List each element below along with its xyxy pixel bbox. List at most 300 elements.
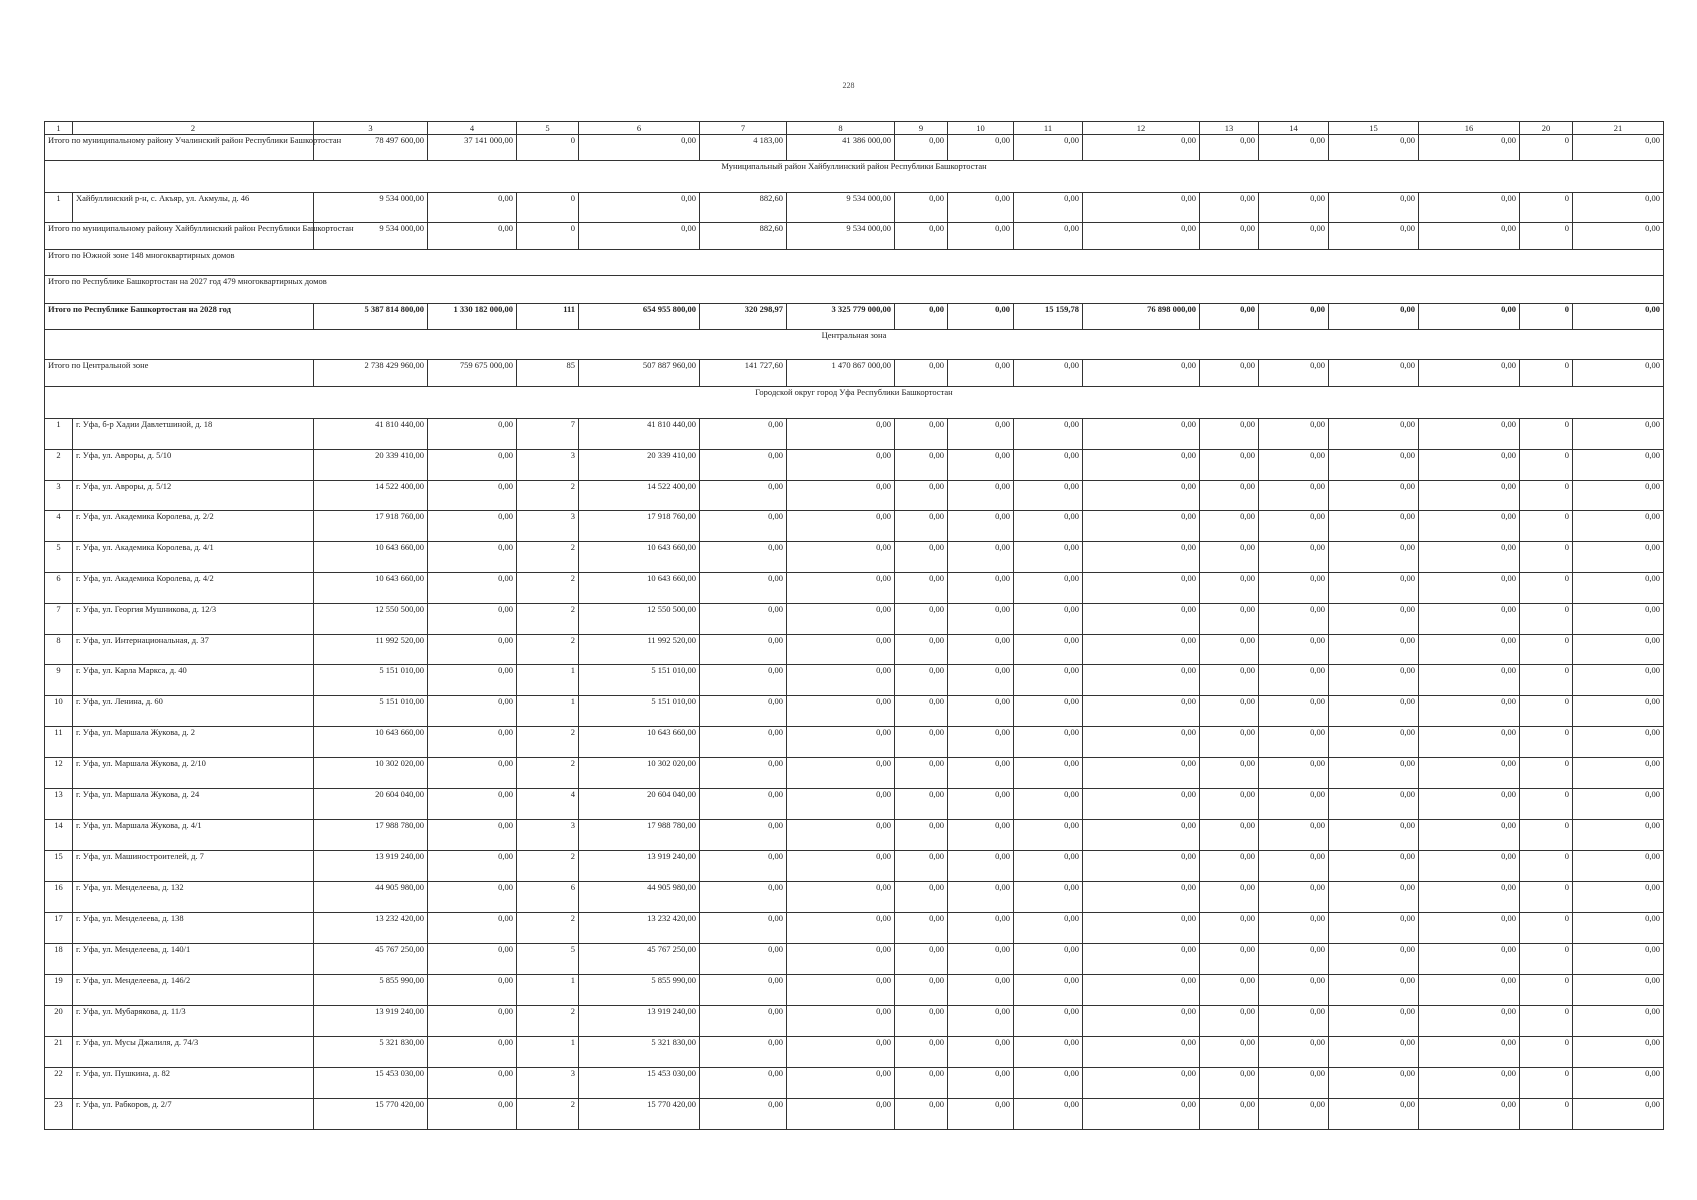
value-cell-c14: 0,00 [1259,635,1329,665]
value-cell-c15: 0,00 [1329,304,1419,330]
value-cell-c4: 0,00 [428,1099,517,1130]
header-cell: 3 [314,122,428,135]
value-cell-c12: 0,00 [1083,913,1200,944]
value-cell-c9: 0,00 [895,1099,948,1130]
value-cell-c10: 0,00 [948,727,1014,758]
value-cell-c16: 0,00 [1419,913,1520,944]
value-cell-c20: 0 [1520,944,1573,975]
value-cell-c9: 0,00 [895,360,948,387]
value-cell-c3: 5 855 990,00 [314,975,428,1006]
value-cell-c6: 654 955 800,00 [579,304,700,330]
address-cell: г. Уфа, ул. Менделеева, д. 132 [73,882,314,913]
value-cell-c13: 0,00 [1200,360,1259,387]
value-cell-c3: 78 497 600,00 [314,135,428,161]
value-cell-c16: 0,00 [1419,1037,1520,1068]
grand-total-row [45,304,1664,330]
value-cell-c21: 0,00 [1573,975,1664,1006]
value-cell-c4: 0,00 [428,820,517,851]
header-cell: 10 [948,122,1014,135]
section-title: Муниципальный район Хайбуллинский район Республики Башкортостан [45,161,1664,193]
note-label: Итого по Республике Башкортостан на 2027 год 479 многоквартирных домов [45,276,1664,304]
value-cell-c15: 0,00 [1329,135,1419,161]
value-cell-c11: 0,00 [1014,573,1083,604]
value-cell-c5: 2 [517,604,579,635]
value-cell-c16: 0,00 [1419,758,1520,789]
value-cell-c7: 0,00 [700,851,787,882]
value-cell-c5: 2 [517,913,579,944]
value-cell-c21: 0,00 [1573,135,1664,161]
value-cell-c10: 0,00 [948,419,1014,450]
total-label: Итого по муниципальному району Хайбуллинский район Республики Башкортостан [45,223,314,250]
value-cell-c12: 0,00 [1083,511,1200,542]
header-cell: 13 [1200,122,1259,135]
value-cell-c3: 12 550 500,00 [314,604,428,635]
value-cell-c14: 0,00 [1259,511,1329,542]
value-cell-c12: 0,00 [1083,635,1200,665]
value-cell-c21: 0,00 [1573,193,1664,223]
table-row [45,193,1664,223]
value-cell-c20: 0 [1520,1099,1573,1130]
value-cell-c12: 0,00 [1083,882,1200,913]
value-cell-c3: 13 232 420,00 [314,913,428,944]
table-row [45,511,1664,542]
value-cell-c15: 0,00 [1329,913,1419,944]
value-cell-c20: 0 [1520,360,1573,387]
value-cell-c5: 0 [517,193,579,223]
value-cell-c15: 0,00 [1329,789,1419,820]
value-cell-c12: 0,00 [1083,450,1200,481]
address-cell: г. Уфа, ул. Мубарякова, д. 11/3 [73,1006,314,1037]
value-cell-c4: 0,00 [428,944,517,975]
value-cell-c16: 0,00 [1419,789,1520,820]
address-cell: г. Уфа, ул. Ленина, д. 60 [73,696,314,727]
value-cell-c21: 0,00 [1573,789,1664,820]
value-cell-c6: 12 550 500,00 [579,604,700,635]
value-cell-c13: 0,00 [1200,511,1259,542]
value-cell-c20: 0 [1520,193,1573,223]
value-cell-c15: 0,00 [1329,223,1419,250]
value-cell-c15: 0,00 [1329,820,1419,851]
value-cell-c11: 0,00 [1014,419,1083,450]
value-cell-c13: 0,00 [1200,913,1259,944]
value-cell-c8: 0,00 [787,481,895,511]
header-cell: 6 [579,122,700,135]
value-cell-c8: 0,00 [787,419,895,450]
table-row [45,913,1664,944]
value-cell-c16: 0,00 [1419,360,1520,387]
value-cell-c14: 0,00 [1259,820,1329,851]
total-label: Итого по муниципальному району Учалинский район Республики Башкортостан [45,135,314,161]
header-cell: 9 [895,122,948,135]
value-cell-c21: 0,00 [1573,635,1664,665]
value-cell-c15: 0,00 [1329,1068,1419,1099]
subtotal-row [45,360,1664,387]
value-cell-c12: 0,00 [1083,481,1200,511]
value-cell-c14: 0,00 [1259,1068,1329,1099]
value-cell-c21: 0,00 [1573,820,1664,851]
value-cell-c9: 0,00 [895,481,948,511]
value-cell-c7: 0,00 [700,696,787,727]
total-label: Итого по Центральной зоне [45,360,314,387]
address-cell: г. Уфа, ул. Менделеева, д. 140/1 [73,944,314,975]
value-cell-c10: 0,00 [948,975,1014,1006]
value-cell-c20: 0 [1520,696,1573,727]
value-cell-c8: 0,00 [787,851,895,882]
row-number: 6 [45,573,73,604]
value-cell-c16: 0,00 [1419,419,1520,450]
value-cell-c14: 0,00 [1259,944,1329,975]
value-cell-c11: 0,00 [1014,360,1083,387]
value-cell-c5: 2 [517,851,579,882]
address-cell: г. Уфа, б-р Хадии Давлетшиной, д. 18 [73,419,314,450]
value-cell-c9: 0,00 [895,419,948,450]
value-cell-c14: 0,00 [1259,913,1329,944]
value-cell-c21: 0,00 [1573,419,1664,450]
value-cell-c3: 15 453 030,00 [314,1068,428,1099]
value-cell-c14: 0,00 [1259,696,1329,727]
value-cell-c10: 0,00 [948,758,1014,789]
value-cell-c9: 0,00 [895,135,948,161]
section-row [45,330,1664,360]
value-cell-c5: 3 [517,450,579,481]
value-cell-c8: 3 325 779 000,00 [787,304,895,330]
value-cell-c14: 0,00 [1259,758,1329,789]
value-cell-c5: 2 [517,573,579,604]
table-row [45,882,1664,913]
address-cell: г. Уфа, ул. Менделеева, д. 146/2 [73,975,314,1006]
value-cell-c12: 0,00 [1083,135,1200,161]
value-cell-c4: 0,00 [428,604,517,635]
value-cell-c15: 0,00 [1329,851,1419,882]
value-cell-c21: 0,00 [1573,758,1664,789]
value-cell-c16: 0,00 [1419,975,1520,1006]
address-cell: г. Уфа, ул. Маршала Жукова, д. 2 [73,727,314,758]
value-cell-c20: 0 [1520,975,1573,1006]
value-cell-c15: 0,00 [1329,573,1419,604]
address-cell: г. Уфа, ул. Интернациональная, д. 37 [73,635,314,665]
value-cell-c14: 0,00 [1259,789,1329,820]
value-cell-c16: 0,00 [1419,542,1520,573]
value-cell-c16: 0,00 [1419,573,1520,604]
value-cell-c15: 0,00 [1329,758,1419,789]
value-cell-c8: 0,00 [787,944,895,975]
value-cell-c11: 0,00 [1014,820,1083,851]
table-row [45,975,1664,1006]
value-cell-c4: 0,00 [428,481,517,511]
value-cell-c5: 2 [517,1006,579,1037]
value-cell-c5: 0 [517,135,579,161]
value-cell-c3: 9 534 000,00 [314,193,428,223]
value-cell-c6: 5 151 010,00 [579,665,700,696]
value-cell-c7: 0,00 [700,727,787,758]
value-cell-c15: 0,00 [1329,360,1419,387]
subtotal-row [45,135,1664,161]
value-cell-c12: 0,00 [1083,975,1200,1006]
value-cell-c5: 3 [517,511,579,542]
section-title: Городской округ город Уфа Республики Башкортостан [45,387,1664,419]
value-cell-c3: 45 767 250,00 [314,944,428,975]
value-cell-c4: 0,00 [428,696,517,727]
value-cell-c20: 0 [1520,789,1573,820]
header-cell: 1 [45,122,73,135]
value-cell-c13: 0,00 [1200,696,1259,727]
value-cell-c3: 5 151 010,00 [314,696,428,727]
value-cell-c21: 0,00 [1573,542,1664,573]
value-cell-c6: 5 151 010,00 [579,696,700,727]
value-cell-c12: 0,00 [1083,789,1200,820]
header-cell: 15 [1329,122,1419,135]
value-cell-c4: 0,00 [428,635,517,665]
value-cell-c9: 0,00 [895,1006,948,1037]
value-cell-c13: 0,00 [1200,758,1259,789]
value-cell-c13: 0,00 [1200,573,1259,604]
value-cell-c3: 14 522 400,00 [314,481,428,511]
row-number: 8 [45,635,73,665]
address-cell: г. Уфа, ул. Авроры, д. 5/12 [73,481,314,511]
value-cell-c6: 20 604 040,00 [579,789,700,820]
value-cell-c14: 0,00 [1259,135,1329,161]
value-cell-c13: 0,00 [1200,223,1259,250]
value-cell-c10: 0,00 [948,944,1014,975]
value-cell-c6: 45 767 250,00 [579,944,700,975]
address-cell: г. Уфа, ул. Машиностроителей, д. 7 [73,851,314,882]
table-row [45,789,1664,820]
value-cell-c10: 0,00 [948,304,1014,330]
value-cell-c5: 6 [517,882,579,913]
value-cell-c9: 0,00 [895,913,948,944]
value-cell-c21: 0,00 [1573,481,1664,511]
value-cell-c7: 141 727,60 [700,360,787,387]
address-cell: г. Уфа, ул. Академика Королева, д. 2/2 [73,511,314,542]
row-number: 5 [45,542,73,573]
value-cell-c9: 0,00 [895,1068,948,1099]
row-number: 11 [45,727,73,758]
value-cell-c7: 0,00 [700,1099,787,1130]
value-cell-c10: 0,00 [948,193,1014,223]
value-cell-c16: 0,00 [1419,851,1520,882]
value-cell-c10: 0,00 [948,450,1014,481]
value-cell-c8: 0,00 [787,1037,895,1068]
total-label: Итого по Республике Башкортостан на 2028 год [45,304,314,330]
value-cell-c5: 1 [517,1037,579,1068]
value-cell-c12: 0,00 [1083,727,1200,758]
value-cell-c5: 1 [517,696,579,727]
value-cell-c6: 41 810 440,00 [579,419,700,450]
value-cell-c21: 0,00 [1573,304,1664,330]
value-cell-c14: 0,00 [1259,727,1329,758]
value-cell-c14: 0,00 [1259,882,1329,913]
value-cell-c12: 0,00 [1083,1037,1200,1068]
table-row [45,851,1664,882]
value-cell-c8: 9 534 000,00 [787,223,895,250]
value-cell-c5: 0 [517,223,579,250]
value-cell-c5: 2 [517,635,579,665]
row-number: 23 [45,1099,73,1130]
value-cell-c7: 882,60 [700,223,787,250]
value-cell-c15: 0,00 [1329,419,1419,450]
value-cell-c7: 0,00 [700,944,787,975]
value-cell-c4: 37 141 000,00 [428,135,517,161]
row-number: 20 [45,1006,73,1037]
value-cell-c16: 0,00 [1419,820,1520,851]
value-cell-c4: 0,00 [428,665,517,696]
value-cell-c14: 0,00 [1259,1099,1329,1130]
value-cell-c10: 0,00 [948,135,1014,161]
value-cell-c16: 0,00 [1419,223,1520,250]
value-cell-c7: 0,00 [700,665,787,696]
row-number: 22 [45,1068,73,1099]
address-cell: г. Уфа, ул. Авроры, д. 5/10 [73,450,314,481]
row-number: 16 [45,882,73,913]
header-cell: 11 [1014,122,1083,135]
value-cell-c10: 0,00 [948,882,1014,913]
value-cell-c20: 0 [1520,851,1573,882]
address-cell: г. Уфа, ул. Рабкоров, д. 2/7 [73,1099,314,1130]
header-cell: 21 [1573,122,1664,135]
value-cell-c13: 0,00 [1200,1006,1259,1037]
header-cell: 7 [700,122,787,135]
value-cell-c13: 0,00 [1200,450,1259,481]
value-cell-c7: 0,00 [700,789,787,820]
row-number: 1 [45,193,73,223]
value-cell-c9: 0,00 [895,665,948,696]
value-cell-c10: 0,00 [948,604,1014,635]
value-cell-c9: 0,00 [895,450,948,481]
value-cell-c20: 0 [1520,1037,1573,1068]
value-cell-c6: 13 919 240,00 [579,1006,700,1037]
value-cell-c6: 15 770 420,00 [579,1099,700,1130]
value-cell-c20: 0 [1520,635,1573,665]
value-cell-c11: 0,00 [1014,604,1083,635]
value-cell-c12: 0,00 [1083,758,1200,789]
value-cell-c12: 0,00 [1083,360,1200,387]
value-cell-c15: 0,00 [1329,635,1419,665]
row-number: 15 [45,851,73,882]
value-cell-c7: 0,00 [700,511,787,542]
value-cell-c3: 20 604 040,00 [314,789,428,820]
table-row [45,481,1664,511]
value-cell-c8: 1 470 867 000,00 [787,360,895,387]
value-cell-c16: 0,00 [1419,193,1520,223]
value-cell-c15: 0,00 [1329,542,1419,573]
value-cell-c11: 0,00 [1014,1099,1083,1130]
table-row [45,696,1664,727]
value-cell-c13: 0,00 [1200,481,1259,511]
value-cell-c8: 0,00 [787,604,895,635]
address-cell: г. Уфа, ул. Менделеева, д. 138 [73,913,314,944]
value-cell-c20: 0 [1520,758,1573,789]
value-cell-c8: 0,00 [787,450,895,481]
value-cell-c20: 0 [1520,223,1573,250]
subtotal-row [45,223,1664,250]
value-cell-c4: 1 330 182 000,00 [428,304,517,330]
value-cell-c11: 0,00 [1014,913,1083,944]
note-row [45,250,1664,276]
value-cell-c6: 0,00 [579,223,700,250]
header-cell: 5 [517,122,579,135]
header-cell: 16 [1419,122,1520,135]
value-cell-c13: 0,00 [1200,820,1259,851]
value-cell-c4: 0,00 [428,573,517,604]
value-cell-c6: 10 643 660,00 [579,542,700,573]
value-cell-c8: 0,00 [787,1068,895,1099]
table-row [45,758,1664,789]
value-cell-c3: 5 387 814 800,00 [314,304,428,330]
row-number: 13 [45,789,73,820]
value-cell-c8: 0,00 [787,758,895,789]
header-cell: 4 [428,122,517,135]
table-row [45,542,1664,573]
value-cell-c4: 0,00 [428,789,517,820]
note-label: Итого по Южной зоне 148 многоквартирных домов [45,250,1664,276]
value-cell-c9: 0,00 [895,944,948,975]
value-cell-c7: 0,00 [700,1006,787,1037]
value-cell-c3: 13 919 240,00 [314,1006,428,1037]
value-cell-c21: 0,00 [1573,944,1664,975]
value-cell-c3: 9 534 000,00 [314,223,428,250]
value-cell-c14: 0,00 [1259,665,1329,696]
value-cell-c21: 0,00 [1573,665,1664,696]
value-cell-c16: 0,00 [1419,696,1520,727]
value-cell-c14: 0,00 [1259,573,1329,604]
value-cell-c21: 0,00 [1573,450,1664,481]
value-cell-c7: 0,00 [700,635,787,665]
value-cell-c20: 0 [1520,727,1573,758]
table-row [45,820,1664,851]
value-cell-c11: 0,00 [1014,1068,1083,1099]
value-cell-c20: 0 [1520,913,1573,944]
value-cell-c8: 0,00 [787,789,895,820]
value-cell-c6: 17 918 760,00 [579,511,700,542]
value-cell-c10: 0,00 [948,851,1014,882]
value-cell-c6: 10 643 660,00 [579,573,700,604]
value-cell-c13: 0,00 [1200,1068,1259,1099]
value-cell-c9: 0,00 [895,635,948,665]
value-cell-c7: 882,60 [700,193,787,223]
value-cell-c14: 0,00 [1259,193,1329,223]
value-cell-c7: 0,00 [700,542,787,573]
value-cell-c6: 5 855 990,00 [579,975,700,1006]
table-row [45,1099,1664,1130]
value-cell-c3: 17 988 780,00 [314,820,428,851]
value-cell-c14: 0,00 [1259,304,1329,330]
value-cell-c10: 0,00 [948,820,1014,851]
value-cell-c20: 0 [1520,542,1573,573]
value-cell-c6: 17 988 780,00 [579,820,700,851]
value-cell-c13: 0,00 [1200,789,1259,820]
value-cell-c8: 0,00 [787,665,895,696]
value-cell-c20: 0 [1520,304,1573,330]
value-cell-c6: 0,00 [579,193,700,223]
address-cell: г. Уфа, ул. Академика Королева, д. 4/2 [73,573,314,604]
value-cell-c3: 10 643 660,00 [314,573,428,604]
value-cell-c14: 0,00 [1259,1037,1329,1068]
value-cell-c9: 0,00 [895,882,948,913]
value-cell-c7: 0,00 [700,1068,787,1099]
value-cell-c16: 0,00 [1419,135,1520,161]
value-cell-c4: 0,00 [428,450,517,481]
value-cell-c10: 0,00 [948,1099,1014,1130]
value-cell-c6: 0,00 [579,135,700,161]
row-number: 21 [45,1037,73,1068]
value-cell-c4: 0,00 [428,1068,517,1099]
value-cell-c7: 0,00 [700,1037,787,1068]
value-cell-c16: 0,00 [1419,511,1520,542]
value-cell-c9: 0,00 [895,1037,948,1068]
value-cell-c11: 0,00 [1014,223,1083,250]
row-number: 14 [45,820,73,851]
value-cell-c12: 0,00 [1083,944,1200,975]
